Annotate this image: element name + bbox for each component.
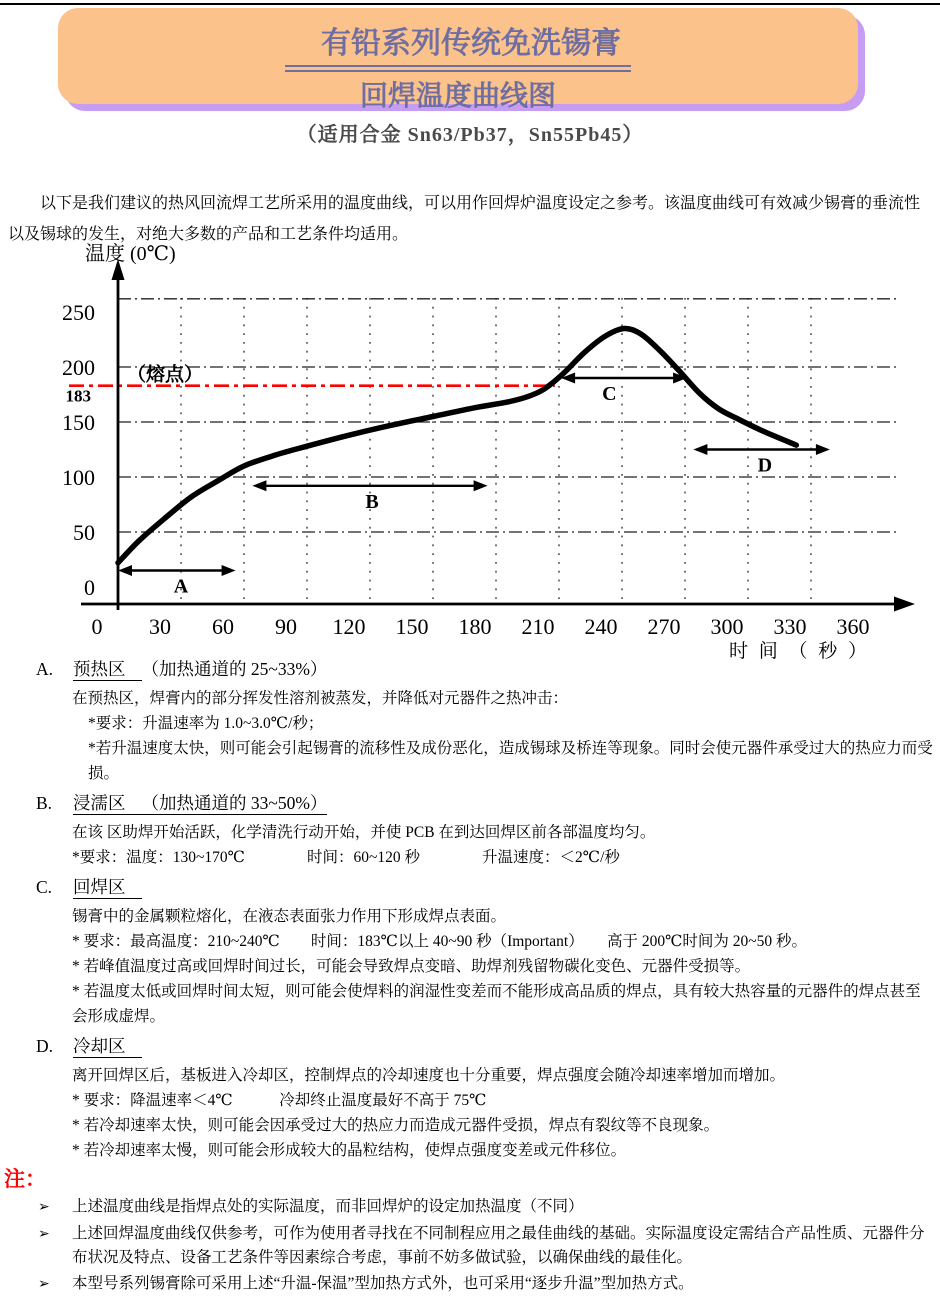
section-body-line: 离开回焊区后，基板进入冷却区，控制焊点的冷却速度也十分重要，焊点强度会随冷却速率增加而增加。 [72,1067,786,1084]
section-C [0,875,940,1029]
section-letter: B. [36,793,53,813]
section-title: 回焊区 [73,877,142,899]
alloy-note: （适用合金 Sn63/Pb37，Sn55Pb45） [296,124,644,146]
main-title-bold: 有铅 [321,27,381,60]
x-axis-title: 时 间 （ 秒 ） [729,641,871,662]
note-item [38,1272,926,1298]
section-A [0,657,940,786]
y-tick-label: 250 [62,300,95,325]
note-item [38,1222,926,1271]
y-tick-label: 200 [62,355,95,380]
notes-list [0,1195,940,1297]
section-title: 预热区 [73,659,142,681]
top-rule [0,3,940,5]
y-tick-label: 150 [62,410,95,435]
melting-point-value: 183 [65,386,91,406]
section-body-line: * 若冷却速率太快，则可能会因承受过大的热应力而造成元器件受损，焊点有裂纹等不良现象。 [72,1117,720,1134]
zone-sections [0,657,940,1163]
x-tick-label: 360 [836,614,870,639]
note-text: 上述温度曲线是指焊点处的实际温度，而非回焊炉的设定加热温度（不同） [72,1198,584,1215]
section-body-line: *要求：升温速率为 1.0~3.0℃/秒； [88,715,324,732]
zone-A-arrowhead-left [118,565,132,576]
section-heading [36,875,940,899]
zone-A-label: A [173,575,189,598]
section-heading [36,657,940,681]
section-title-suffix: （加热通道的 33~50%） [141,793,328,813]
section-title: 浸濡区 [73,793,142,815]
section-heading [36,791,940,815]
intro-paragraph: 以下是我们建议的热风回流焊工艺所采用的温度曲线，可以用作回焊炉温度设定之参考。该温度曲线可有效减少锡膏的垂流性以及锡球的发生，对绝大多数的产品和工艺条件均适用。 [8,195,921,243]
sub-title: 回焊温度曲线图 [359,81,556,112]
section-body-line: * 若峰值温度过高或回焊时间过长，可能会导致焊点变暗、助焊剂残留物碳化变色、元器件受损等。 [72,958,751,975]
reflow-chart-svg [39,244,939,668]
x-tick-label: 330 [773,614,807,639]
section-D [0,1034,940,1163]
section-letter: D. [36,1036,54,1056]
section-letter: C. [36,877,53,897]
title-banner [58,8,858,112]
zone-B-label: B [365,490,379,513]
section-title-suffix: （加热通道的 25~33%） [141,659,328,679]
x-tick-label: 210 [521,614,555,639]
section-heading [36,1034,940,1058]
zone-B-arrowhead-left [252,480,266,491]
section-body-line: * 要求：降温速率＜4℃ 冷却终止温度最好不高于 75℃ [72,1092,487,1109]
main-title-rest: 系列传统免洗锡膏 [381,27,621,60]
notes-title: 注： [4,1167,46,1191]
x-tick-label: 90 [275,614,297,639]
main-title-underline [285,18,631,72]
x-tick-label: 240 [584,614,618,639]
section-body-line: 在预热区，焊膏内的部分挥发性溶剂被蒸发，并降低对元器件之热冲击： [72,690,569,707]
x-tick-label: 270 [647,614,681,639]
reflow-temperature-chart [39,244,939,668]
y-axis-title: 温度 (0℃) [85,243,176,265]
note-text: 上述回焊温度曲线仅供参考，可作为使用者寻找在不同制程应用之最佳曲线的基础。实际温度设定需结合产品性质、元器件分布状况及特点、设备工艺条件等因素综合考虑，事前不妨多做试验，以确保曲线的最佳化。 [72,1224,925,1266]
x-tick-label: 0 [91,614,103,639]
section-body-line: * 要求：最高温度：210~240℃ 时间：183℃以上 40~90 秒（Important） 高于 200℃时间为 20~50 秒。 [72,933,808,950]
zone-B-arrowhead-right [474,480,488,491]
section-title: 冷却区 [73,1036,142,1058]
note-text: 本型号系列锡膏除可采用上述“升温-保温”型加热方式外，也可采用“逐步升温”型加热方式。 [72,1274,694,1292]
y-tick-label: 100 [62,465,95,490]
x-tick-label: 150 [395,614,429,639]
temperature-curve [118,328,796,562]
arrow-bullet-icon: ➢ [38,1200,50,1215]
note-item [38,1195,926,1221]
x-tick-label: 180 [458,614,492,639]
section-body-line: 在该 区助焊开始活跃，化学清洗行动开始，并使 PCB 在到达回焊区前各部温度均匀。 [72,824,656,841]
melting-point-label: （熔点） [127,364,204,386]
x-axis-arrow [894,597,915,612]
section-body-line: * 若温度太低或回焊时间太短，则可能会使焊料的润湿性变差而不能形成高品质的焊点，具有较大热容量的元器件的焊点甚至会形成虚焊。 [72,983,921,1025]
section-body-line: 锡膏中的金属颗粒熔化，在液态表面张力作用下形成焊点表面。 [72,908,507,925]
x-tick-label: 300 [710,614,744,639]
arrow-bullet-icon: ➢ [38,1226,50,1242]
arrow-bullet-icon: ➢ [38,1276,50,1292]
zone-A-arrowhead-right [222,565,236,576]
zone-D-label: D [757,454,773,477]
section-body-line: * 若冷却速率太慢，则可能会形成较大的晶粒结构，使焊点强度变差或元件移位。 [72,1142,627,1159]
section-body-line: *若升温速度太快，则可能会引起锡膏的流移性及成份恶化，造成锡球及桥连等现象。同时会使元器件承受过大的热应力而受损。 [88,740,933,782]
x-tick-label: 30 [149,614,171,639]
section-B [0,791,940,870]
section-body-line: *要求：温度：130~170℃ 时间：60~120 秒 升温速度：＜2℃/秒 [72,849,620,866]
x-tick-label: 60 [212,614,234,639]
x-tick-label: 120 [332,614,366,639]
section-letter: A. [36,659,54,679]
notes-section [0,1166,940,1297]
zone-C-label: C [602,383,617,405]
body-content [0,652,940,1298]
zone-D-arrowhead-left [693,444,707,455]
y-tick-label: 50 [73,520,95,545]
zone-D-arrowhead-right [816,444,830,455]
main-title [58,18,858,72]
y-tick-label: 0 [84,575,95,600]
